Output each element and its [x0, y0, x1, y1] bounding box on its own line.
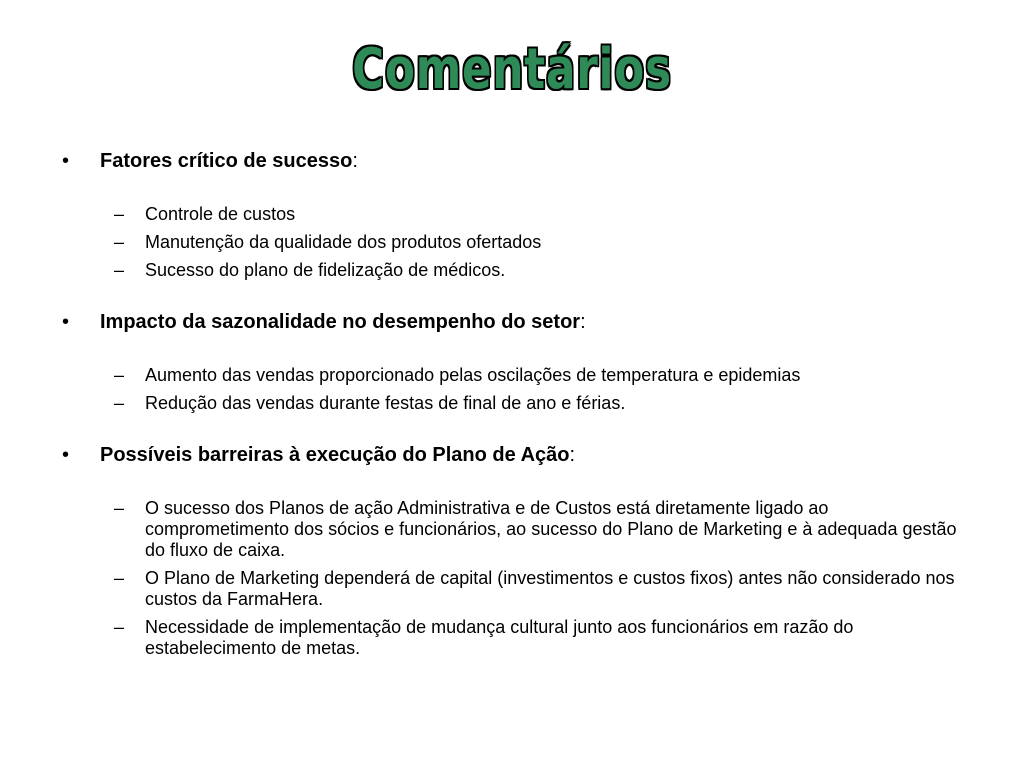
bullet-marker: • [62, 311, 70, 333]
bullet-marker: • [62, 444, 70, 466]
bullet-marker: • [62, 150, 70, 172]
bullet-item [56, 146, 976, 176]
section-seasonality-impact [56, 307, 976, 414]
sub-bullet-item [56, 260, 976, 281]
sub-bullet-item [56, 617, 976, 659]
sub-bullet-item [56, 498, 976, 561]
sub-bullet-list [56, 365, 976, 414]
sub-bullet-item [56, 393, 976, 414]
sub-bullet-text: Redução das vendas durante festas de final de ano e férias. [145, 393, 626, 413]
slide-title: Comentários [352, 37, 672, 102]
sub-bullet-item [56, 204, 976, 225]
sub-bullet-text: Sucesso do plano de fidelização de médicos. [145, 260, 506, 280]
bullet-heading: Possíveis barreiras à execução do Plano de Ação [100, 444, 570, 466]
dash-marker: – [114, 617, 125, 637]
bullet-item [56, 307, 976, 337]
bullet-heading: Impacto da sazonalidade no desempenho do setor [100, 311, 581, 333]
sub-bullet-list [56, 498, 976, 659]
bullet-item [56, 440, 976, 470]
bullet-heading-suffix: : [569, 444, 576, 466]
sub-bullet-text: Aumento das vendas proporcionado pelas oscilações de temperatura e epidemias [145, 365, 801, 385]
section-success-factors [56, 146, 976, 281]
slide-content [56, 146, 976, 666]
sub-bullet-text: Manutenção da qualidade dos produtos ofertados [145, 232, 542, 252]
bullet-heading-suffix: : [580, 311, 586, 333]
sub-bullet-text: Controle de custos [145, 204, 296, 224]
dash-marker: – [114, 365, 125, 385]
sub-bullet-item [56, 365, 976, 386]
dash-marker: – [114, 498, 125, 518]
sub-bullet-item [56, 568, 976, 610]
dash-marker: – [114, 260, 125, 280]
sub-bullet-text: O sucesso dos Planos de ação Administrativa e de Custos está diretamente ligado ao comprometimento dos sócios e funcionários, ao sucesso do Plano de Marketing e à adequada gestão do fluxo de caixa. [145, 498, 957, 560]
sub-bullet-text: O Plano de Marketing dependerá de capital (investimentos e custos fixos) antes não considerado nos custos da FarmaHera. [145, 568, 955, 609]
sub-bullet-list [56, 204, 976, 281]
dash-marker: – [114, 568, 125, 588]
sub-bullet-text: Necessidade de implementação de mudança cultural junto aos funcionários em razão do estabelecimento de metas. [145, 617, 854, 658]
bullet-heading-suffix: : [352, 150, 358, 172]
dash-marker: – [114, 232, 125, 252]
sub-bullet-item [56, 232, 976, 253]
dash-marker: – [114, 204, 125, 224]
bullet-heading: Fatores crítico de sucesso [100, 150, 353, 172]
section-action-plan-barriers [56, 440, 976, 659]
dash-marker: – [114, 393, 125, 413]
